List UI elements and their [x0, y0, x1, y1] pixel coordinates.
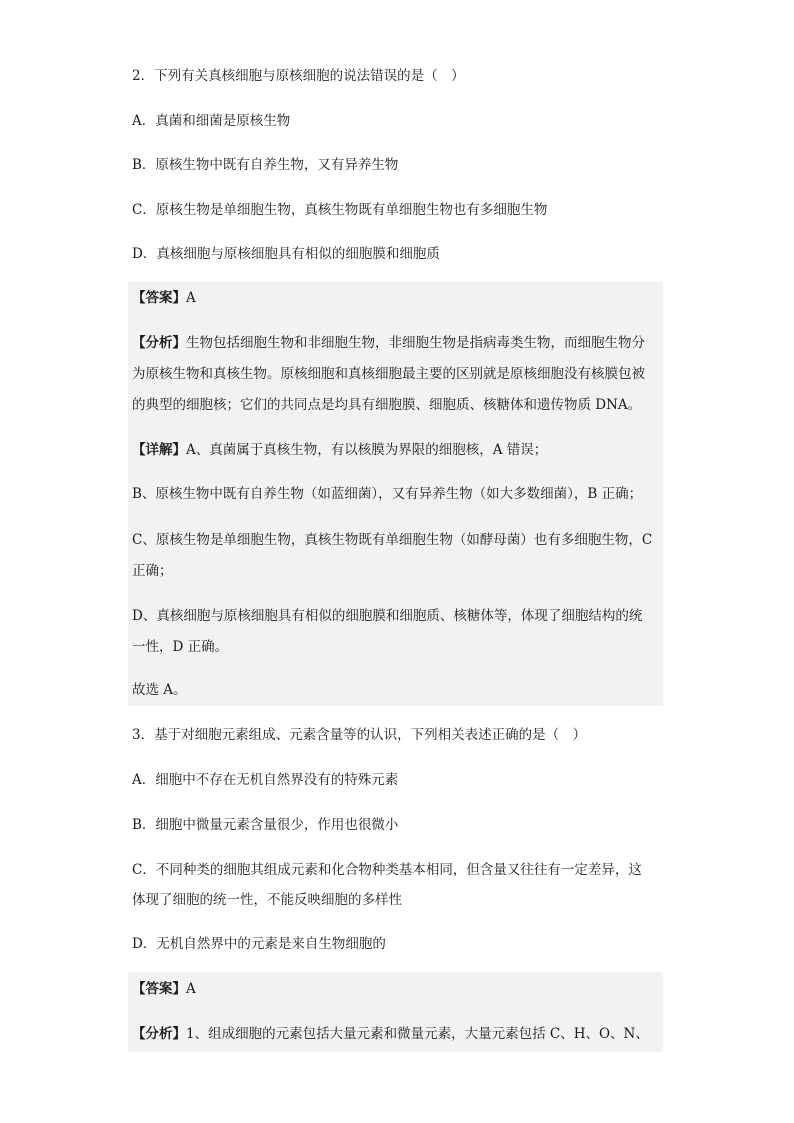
q2-analysis-line-1 [132, 333, 645, 353]
answer-value: A [186, 981, 196, 997]
answer-value: A [186, 290, 196, 306]
analysis-tag: 【分析】 [132, 335, 186, 351]
q2-analysis-line-2: 为原核生物和真核生物。原核细胞和真核细胞最主要的区别就是原核细胞没有核膜包被 [132, 366, 645, 382]
analysis-tag: 【分析】 [132, 1026, 186, 1042]
answer-tag: 【答案】 [132, 290, 186, 306]
q2-option-a: A．真菌和细菌是原核生物 [132, 113, 291, 129]
q3-answer [132, 979, 196, 999]
q2-detail-line-4: 正确； [132, 563, 173, 579]
q3-option-c-line-1: C．不同种类的细胞其组成元素和化合物种类基本相同，但含量又往往有一定差异，这 [132, 862, 642, 878]
q3-analysis-line-1 [132, 1024, 649, 1044]
q3-option-c-line-2: 体现了细胞的统一性，不能反映细胞的多样性 [132, 892, 402, 908]
q2-detail-line-3: C、原核生物是单细胞生物，真核生物既有单细胞生物（如酵母菌）也有多细胞生物，C [132, 532, 653, 548]
q2-detail-line-5: D、真核细胞与原核细胞具有相似的细胞膜和细胞质、核糖体等，体现了细胞结构的统 [132, 608, 643, 624]
q2-option-d: D．真核细胞与原核细胞具有相似的细胞膜和细胞质 [132, 246, 440, 262]
detail-text: A、真菌属于真核生物，有以核膜为界限的细胞核，A 错误； [186, 442, 548, 458]
q3-option-d: D．无机自然界中的元素是来自生物细胞的 [132, 936, 386, 952]
q2-detail-line-6: 一性，D 正确。 [132, 639, 229, 655]
q3-stem: 3．基于对细胞元素组成、元素含量等的认识，下列相关表述正确的是（ ） [132, 727, 587, 743]
analysis-text: 1、组成细胞的元素包括大量元素和微量元素，大量元素包括 C、H、O、N、 [186, 1026, 649, 1042]
q2-answer [132, 288, 196, 308]
detail-tag: 【详解】 [132, 442, 186, 458]
q2-option-c: C．原核生物是单细胞生物，真核生物既有单细胞生物也有多细胞生物 [132, 202, 548, 218]
q2-stem: 2．下列有关真核细胞与原核细胞的说法错误的是（ ） [132, 68, 465, 84]
q2-conclusion: 故选 A。 [132, 682, 187, 698]
q3-option-a: A．细胞中不存在无机自然界没有的特殊元素 [132, 772, 399, 788]
q2-detail-line-1 [132, 440, 547, 460]
answer-tag: 【答案】 [132, 981, 186, 997]
q2-option-b: B．原核生物中既有自养生物，又有异养生物 [132, 157, 399, 173]
q3-option-b: B．细胞中微量元素含量很少，作用也很微小 [132, 817, 399, 833]
analysis-text: 生物包括细胞生物和非细胞生物，非细胞生物是指病毒类生物，而细胞生物分 [186, 335, 645, 351]
q2-analysis-line-3: 的典型的细胞核；它们的共同点是均具有细胞膜、细胞质、核糖体和遗传物质 DNA。 [132, 397, 642, 413]
q2-detail-line-2: B、原核生物中既有自养生物（如蓝细菌），又有异养生物（如大多数细菌），B 正确； [132, 486, 643, 502]
